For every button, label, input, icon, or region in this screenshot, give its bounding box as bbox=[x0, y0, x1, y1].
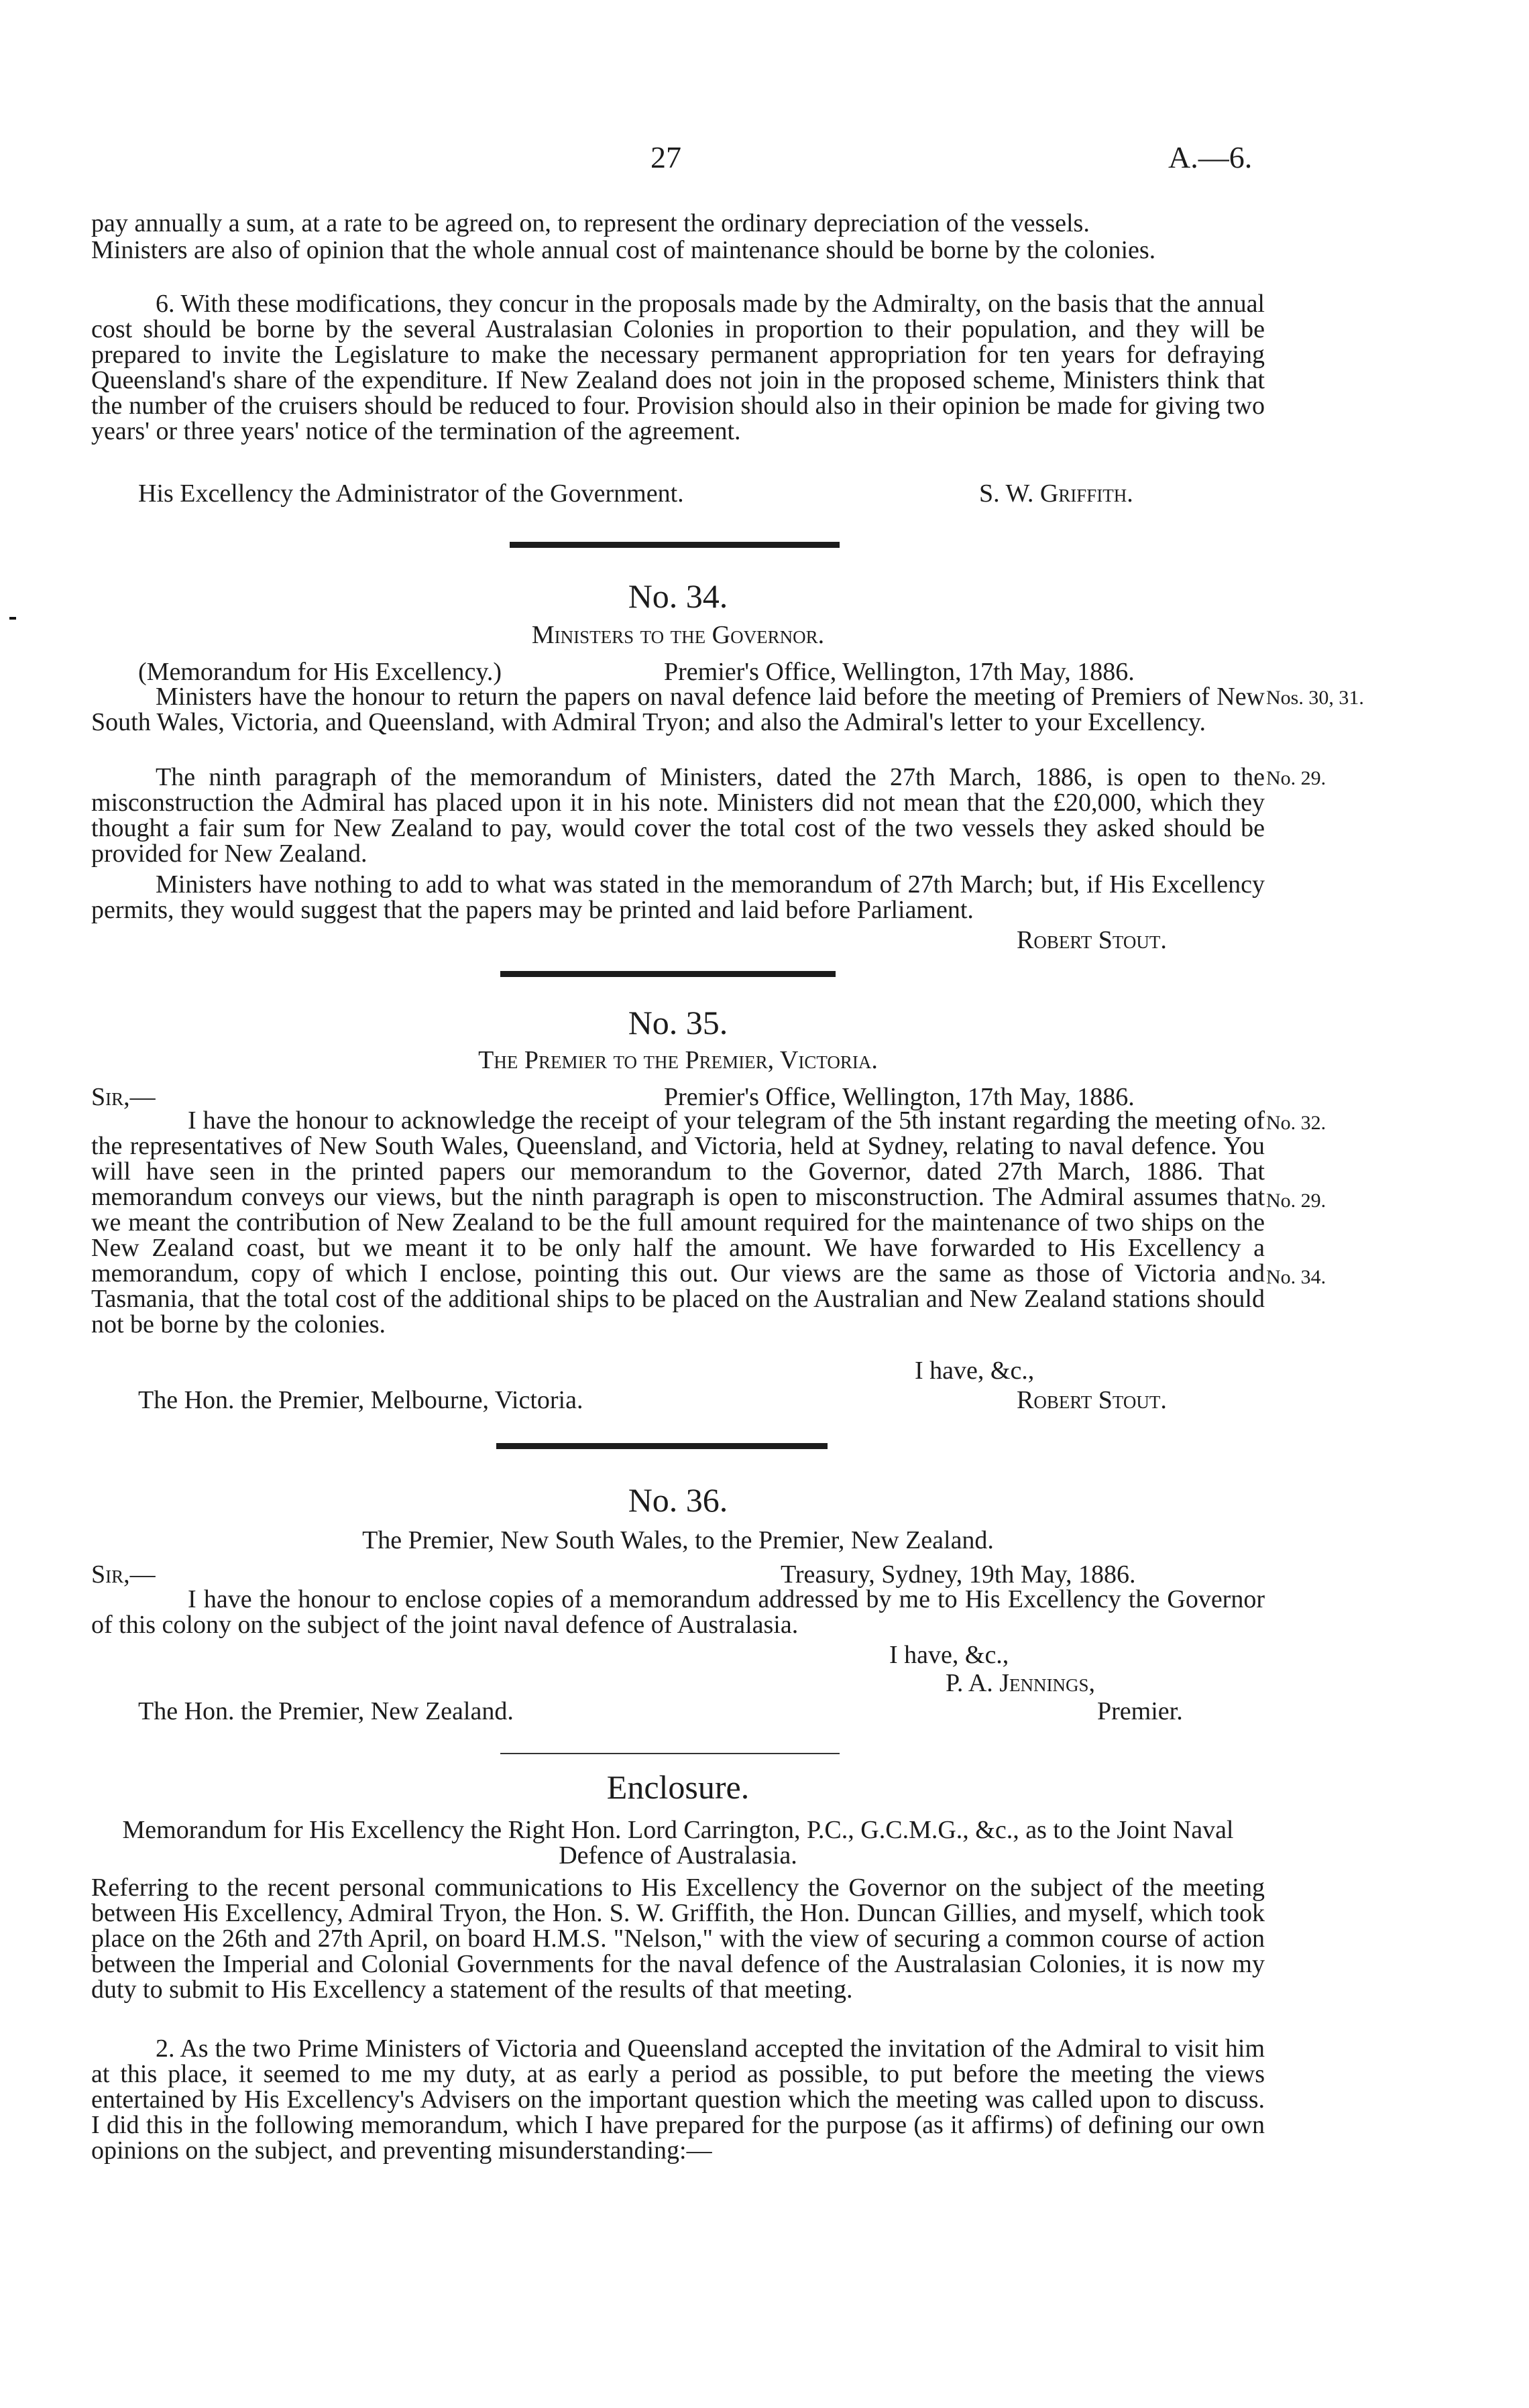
place-date-34: Premier's Office, Wellington, 17th May, 1886. bbox=[664, 658, 1135, 686]
place-date-35: Premier's Office, Wellington, 17th May, 1886. bbox=[664, 1083, 1135, 1111]
margin-note-35-2: No. 29. bbox=[1266, 1190, 1326, 1212]
section-number-35: No. 35. bbox=[628, 1004, 728, 1041]
section-divider bbox=[510, 542, 840, 548]
section-subtitle-34: Ministers to the Governor. bbox=[531, 621, 825, 649]
signature-35: Robert Stout. bbox=[1017, 1386, 1167, 1414]
addressee-36: The Hon. the Premier, New Zealand. bbox=[138, 1697, 514, 1725]
letter-body-35: I have the honour to acknowledge the receipt of your telegram of the 5th instant regarding the meeting of the representatives of New South Wales, Queensland, and Victoria, held at Sydney, relating to naval defence. You will have seen in the printed papers our memorandum to the Governor, dated 27th March, 1886. That memorandum conveys our views, but the ninth paragraph is open to misconstruction. The Admiral assumes that we meant the contribution of New Zealand to be the full amount required for the maintenance of two ships on the New Zealand coast, but we meant it to be only half the amount. We have forwarded to His Excellency a memorandum, copy of which I enclose, pointing this out. Our views are the same as those of Victoria and Tasmania, that the total cost of the additional ships to be placed on the Australian and New Zealand stations should not be borne by the colonies. bbox=[91, 1106, 1265, 1338]
intro-line1: pay annually a sum, at a rate to be agreed on, to represent the ordinary depreciation of the vessels. bbox=[91, 209, 1090, 237]
section-divider bbox=[500, 971, 836, 977]
enclosure-paragraph-2: 2. As the two Prime Ministers of Victoria and Queensland accepted the invitation of the Admiral to visit him at this place, it seemed to me my duty, at as early a period as possible, to put before the meeting the views entertained by His Excellency's Advisers on the important question which the meeting was called upon to discuss. I did this in the following memorandum, which I have prepared for the purpose (as it affirms) of defining our own opinions on the subject, and preventing misunderstanding:— bbox=[91, 2034, 1265, 2165]
margin-note-35-1: No. 32. bbox=[1266, 1112, 1326, 1134]
salutation-35: Sir,— bbox=[91, 1083, 156, 1111]
signatory-title-36: Premier. bbox=[1097, 1697, 1183, 1725]
paragraph-34-1: Ministers have the honour to return the papers on naval defence laid before the meeting of Premiers of New South Wales, Victoria, and Queensland, with Admiral Tryon; and also the Admiral's letter to your Excellency. bbox=[91, 683, 1265, 736]
closing-36: I have, &c., bbox=[889, 1641, 1009, 1669]
margin-note-34-1: Nos. 30, 31. bbox=[1266, 687, 1364, 709]
paragraph-34-2: The ninth paragraph of the memorandum of Ministers, dated the 27th March, 1886, is open to the misconstruction the Admiral has placed upon it in his note. Ministers did not mean that the £20,000, which they thought a fair sum for New Zealand to pay, would cover the total cost of the two vessels they asked should be provided for New Zealand. bbox=[91, 763, 1265, 868]
letter-body-36: I have the honour to enclose copies of a memorandum addressed by me to His Excellency the Governor of this colony on the subject of the joint naval defence of Australasia. bbox=[91, 1585, 1265, 1639]
addressee-35: The Hon. the Premier, Melbourne, Victoria. bbox=[138, 1386, 583, 1414]
enclosure-paragraph-1: Referring to the recent personal communications to His Excellency the Governor on the subject of the meeting between His Excellency, Admiral Tryon, the Hon. S. W. Griffith, the Hon. Duncan Gillies, and myself, which took place on the 26th and 27th April, on board H.M.S. "Nelson," with the view of securing a common course of action between the Imperial and Colonial Governments for the naval defence of the Australasian Colonies, it is now my duty to submit to His Excellency a statement of the results of that meeting. bbox=[91, 1874, 1265, 2004]
enclosure-memo-title: Memorandum for His Excellency the Right Hon. Lord Carrington, P.C., G.C.M.G., &c., as to the Joint Naval Defence of Australasia. bbox=[122, 1816, 1234, 1870]
intro-signature: S. W. Griffith. bbox=[979, 479, 1133, 508]
margin-note-35-3: No. 34. bbox=[1266, 1266, 1326, 1288]
intro-addressee: His Excellency the Administrator of the Government. bbox=[138, 479, 684, 508]
signature-36: P. A. Jennings, bbox=[946, 1669, 1096, 1697]
memo-label-34: (Memorandum for His Excellency.) bbox=[138, 658, 502, 686]
intro-line2: Ministers are also of opinion that the whole annual cost of maintenance should be borne by the colonies. bbox=[91, 236, 1156, 264]
signature-34: Robert Stout. bbox=[1017, 926, 1167, 954]
enclosure-divider bbox=[500, 1753, 840, 1754]
place-date-36: Treasury, Sydney, 19th May, 1886. bbox=[781, 1560, 1136, 1589]
section-subtitle-35: The Premier to the Premier, Victoria. bbox=[478, 1046, 878, 1074]
margin-mark bbox=[9, 617, 16, 620]
salutation-36: Sir,— bbox=[91, 1560, 156, 1589]
section-number-34: No. 34. bbox=[628, 577, 728, 615]
margin-note-34-2: No. 29. bbox=[1266, 767, 1326, 789]
section-divider bbox=[496, 1443, 828, 1449]
section-subtitle-36: The Premier, New South Wales, to the Premier, New Zealand. bbox=[362, 1526, 994, 1554]
enclosure-heading: Enclosure. bbox=[606, 1768, 750, 1806]
doc-reference: A.—6. bbox=[1168, 140, 1253, 174]
intro-paragraph-6: 6. With these modifications, they concur in the proposals made by the Admiralty, on the basis that the annual cost should be borne by the several Australasian Colonies in proportion to their population, and they will be prepared to invite the Legislature to make the necessary permanent appropriation for ten years for defraying Queensland's share of the expenditure. If New Zealand does not join in the proposed scheme, Ministers think that the number of the cruisers should be reduced to four. Provision should also in their opinion be made for giving two years' or three years' notice of the termination of the agreement. bbox=[91, 290, 1265, 445]
section-number-36: No. 36. bbox=[628, 1481, 728, 1519]
paragraph-34-3: Ministers have nothing to add to what was stated in the memorandum of 27th March; but, if His Excellency permits, they would suggest that the papers may be printed and laid before Parliament. bbox=[91, 870, 1265, 924]
closing-35: I have, &c., bbox=[915, 1357, 1035, 1385]
page-number: 27 bbox=[650, 140, 681, 174]
